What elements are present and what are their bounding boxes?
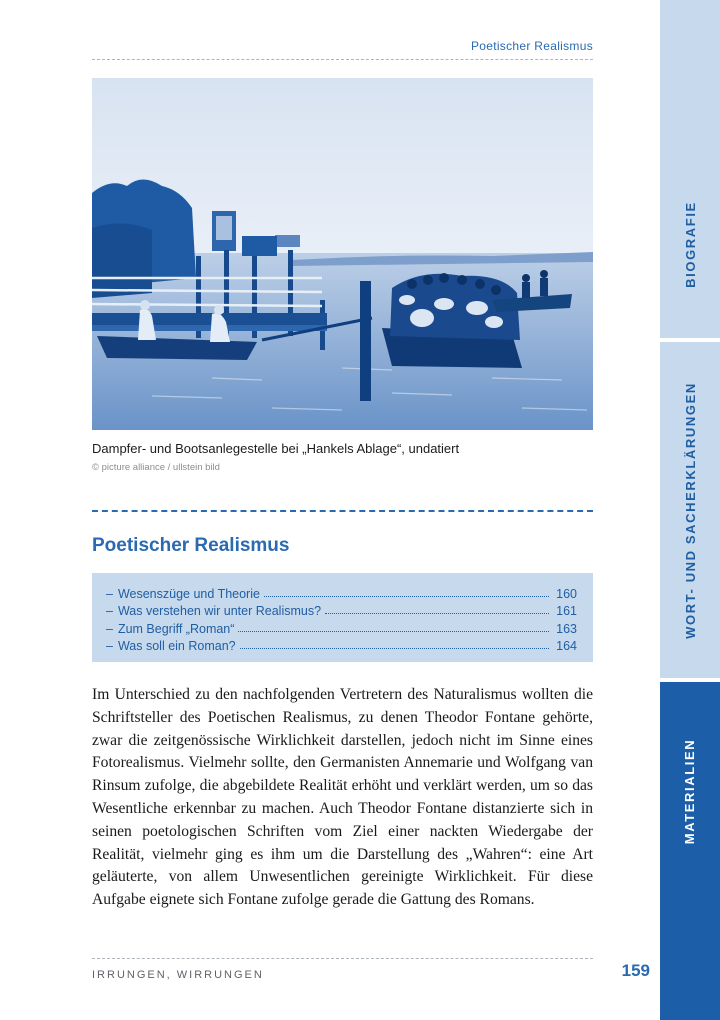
footer-book-title: IRRUNGEN, WIRRUNGEN bbox=[92, 969, 264, 981]
toc-dash: – bbox=[106, 604, 113, 618]
photo-caption: Dampfer- und Bootsanlegestelle bei „Hankels Ablage“, undatiert bbox=[92, 441, 460, 456]
side-tab-biografie[interactable] bbox=[660, 0, 720, 338]
section-divider bbox=[92, 510, 593, 512]
toc-dash: – bbox=[106, 621, 113, 636]
side-tab-label: BIOGRAFIE bbox=[682, 200, 698, 288]
side-tab-wort-und-sacherklaerungen[interactable] bbox=[660, 342, 720, 678]
toc-item-label: Zum Begriff „Roman“ bbox=[117, 621, 235, 636]
section-title: Poetischer Realismus bbox=[92, 535, 290, 556]
toc-leader bbox=[325, 613, 549, 614]
toc-item[interactable] bbox=[106, 636, 577, 654]
toc-item-label: Was soll ein Roman? bbox=[117, 639, 236, 653]
toc-leader bbox=[238, 631, 549, 632]
toc-item-label: Wesenszüge und Theorie bbox=[117, 586, 260, 601]
side-tab-label: MATERIALIEN bbox=[682, 738, 698, 844]
running-head: Poetischer Realismus bbox=[470, 39, 593, 53]
photo-credit: © picture alliance / ullstein bild bbox=[92, 462, 220, 473]
toc-item[interactable] bbox=[106, 601, 577, 619]
toc-item-label: Was verstehen wir unter Realismus? bbox=[117, 604, 322, 618]
toc-item-page: 160 bbox=[556, 586, 577, 601]
toc-item-page: 161 bbox=[556, 604, 577, 618]
toc-item[interactable] bbox=[106, 618, 577, 636]
toc-item[interactable] bbox=[106, 583, 577, 601]
toc-leader bbox=[240, 648, 549, 649]
historical-photo bbox=[92, 78, 593, 430]
body-paragraph: Im Unterschied zu den nachfolgenden Vertretern des Naturalismus wollten die Schriftsteller des Poetischen Realismus, zu denen Theodor Fontane gehörte, zwar die zeitgenössische Wirklichkeit darstellen, jedoch nicht im Sinne eines Fotorealismus. Vielmehr sollte, den Germanisten Annemarie und Wolfgang van Rinsum zufolge, die abgebildete Realität erhöht und verklärt werden, um so das Wesentliche erkennbar zu machen. Auch Theodor Fontane distanzierte sich in seinen poetologischen Schriften vom Ziel einer nackten Wiedergabe der Realität, vielmehr ging es ihm um die Darstellung des „Wahren“: eine Art geläuterte, von allem Unwesentlichen gereinigte Wirklichkeit. Für diese Aufgabe eignete sich Fontane zufolge gerade die Gattung des Romans. bbox=[92, 686, 593, 909]
toc-dash: – bbox=[106, 586, 113, 601]
header-divider bbox=[92, 59, 593, 60]
footer-divider bbox=[92, 958, 593, 959]
side-tab-label: WORT- UND SACHERKLÄRUNGEN bbox=[682, 381, 698, 639]
toc-leader bbox=[264, 596, 549, 597]
page-number: 159 bbox=[621, 961, 650, 980]
table-of-contents bbox=[92, 573, 593, 662]
toc-item-page: 163 bbox=[556, 621, 577, 636]
toc-item-page: 164 bbox=[556, 639, 577, 653]
side-tab-materialien[interactable] bbox=[660, 682, 720, 1020]
toc-dash: – bbox=[106, 639, 113, 653]
